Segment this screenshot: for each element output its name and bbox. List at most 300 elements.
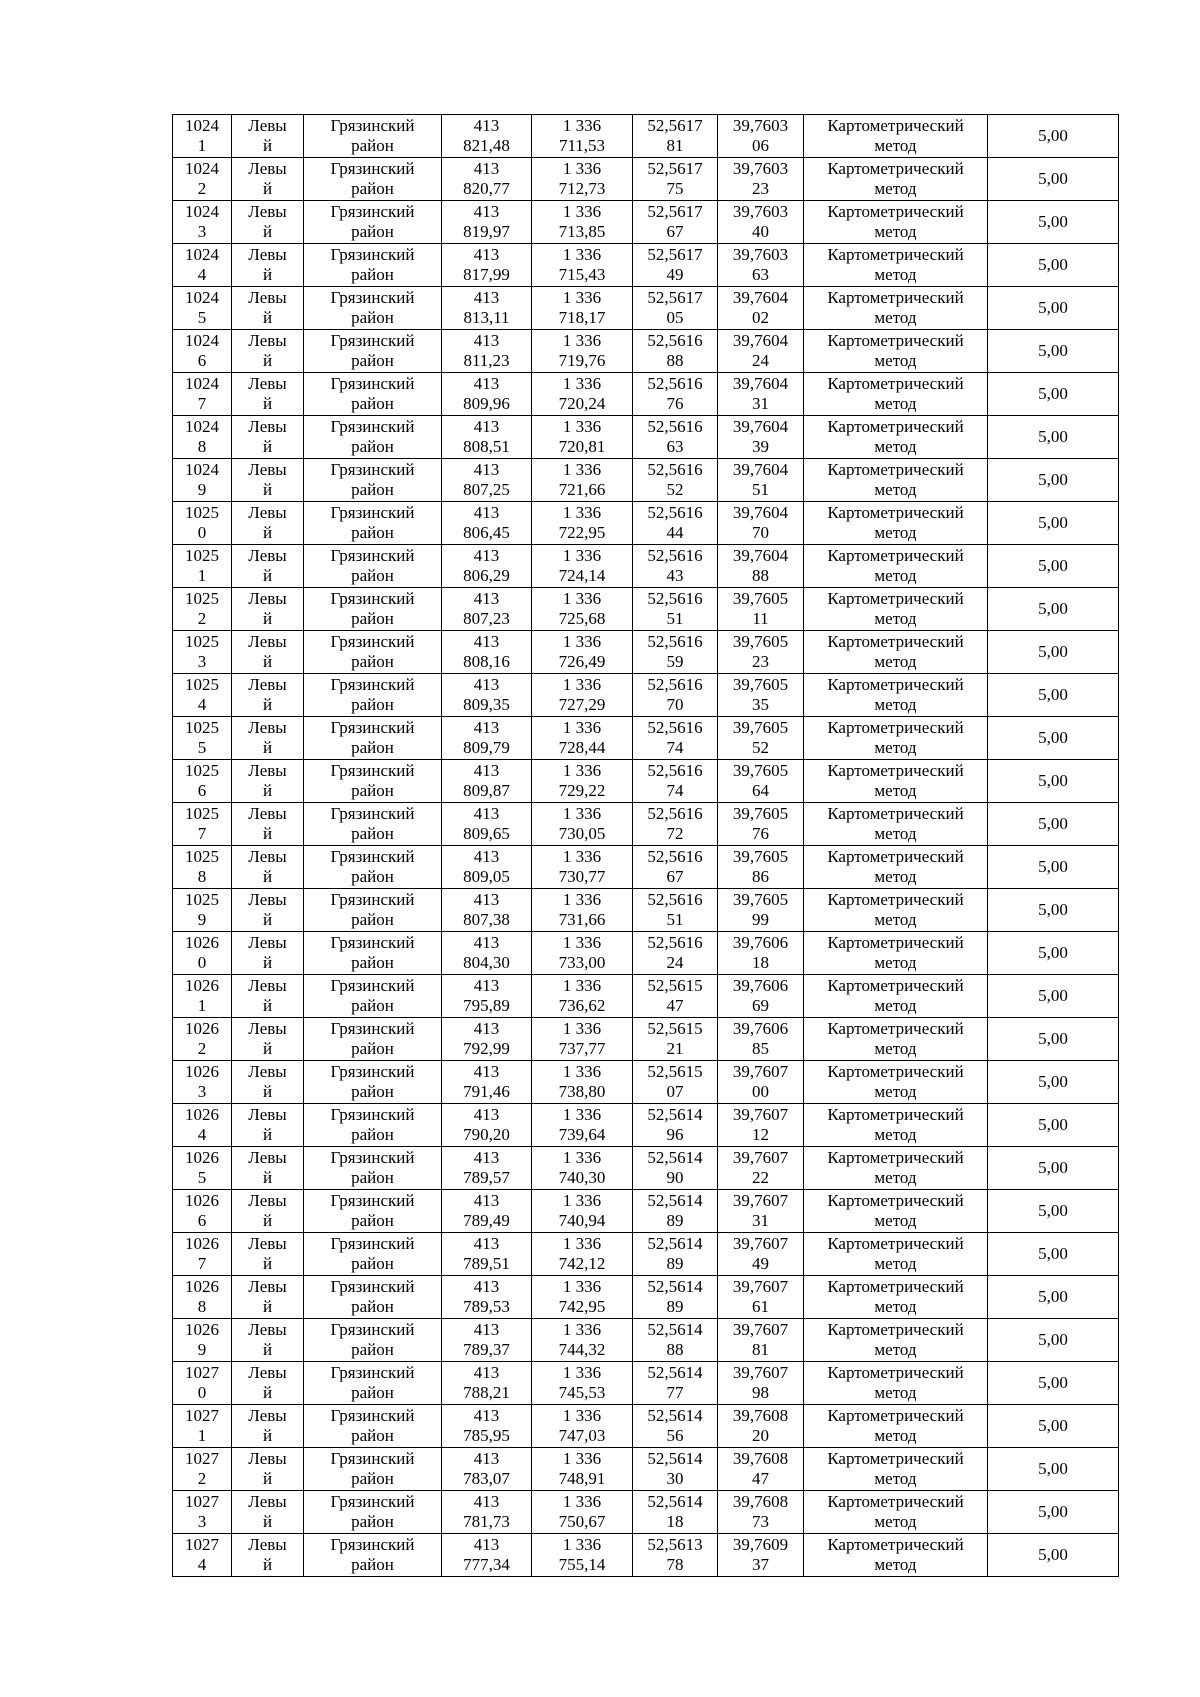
latitude-cell-line: 52,5616 [647,503,703,522]
x-coordinate-cell-line: 789,57 [463,1168,510,1187]
longitude-cell-line: 70 [752,523,769,542]
side-cell [232,158,304,201]
accuracy-cell: 5,00 [988,674,1119,717]
point-number-cell-line: 1027 [185,1535,219,1554]
accuracy-cell: 5,00 [988,545,1119,588]
district-cell-line: Грязинский [330,546,415,565]
x-coordinate-cell-line: 783,07 [463,1469,510,1488]
point-number-cell-line: 1026 [185,1062,219,1081]
longitude-cell-line: 61 [752,1297,769,1316]
point-number-cell [173,1147,232,1190]
point-number-cell [173,1319,232,1362]
latitude-cell [633,201,718,244]
accuracy-cell: 5,00 [988,889,1119,932]
longitude-cell-line: 39,7608 [732,1406,789,1425]
longitude-cell [718,1362,804,1405]
longitude-cell-line: 06 [752,136,769,155]
district-cell [304,1319,442,1362]
y-coordinate-cell-line: 1 336 [562,331,602,350]
method-cell-line: метод [874,738,917,757]
latitude-cell-line: 52,5617 [647,202,703,221]
point-number-cell [173,1448,232,1491]
point-number-cell-line: 1 [197,136,207,155]
district-cell-line: район [351,953,394,972]
point-number-cell-line: 5 [197,738,207,757]
accuracy-cell: 5,00 [988,287,1119,330]
table-row [173,416,1119,459]
x-coordinate-cell-line: 413 [473,546,500,565]
district-cell-line: район [351,1039,394,1058]
y-coordinate-cell-line: 740,94 [558,1211,606,1230]
latitude-cell-line: 52,5616 [647,331,703,350]
method-cell-line: Картометрический [827,804,964,823]
latitude-cell [633,803,718,846]
method-cell-line: метод [874,953,917,972]
longitude-cell-line: 35 [752,695,769,714]
district-cell-line: район [351,437,394,456]
accuracy-cell: 5,00 [988,631,1119,674]
accuracy-cell: 5,00 [988,1233,1119,1276]
method-cell [804,674,988,717]
accuracy-cell: 5,00 [988,201,1119,244]
x-coordinate-cell [442,244,532,287]
x-coordinate-cell-line: 413 [473,503,500,522]
longitude-cell [718,1448,804,1491]
district-cell-line: район [351,480,394,499]
table-row [173,115,1119,158]
x-coordinate-cell-line: 413 [473,675,500,694]
x-coordinate-cell-line: 413 [473,245,500,264]
point-number-cell [173,1233,232,1276]
point-number-cell-line: 1024 [185,417,219,436]
district-cell [304,846,442,889]
method-cell-line: Картометрический [827,417,964,436]
longitude-cell-line: 39,7607 [732,1191,789,1210]
table-row [173,846,1119,889]
latitude-cell [633,416,718,459]
district-cell-line: Грязинский [330,632,415,651]
side-cell-line: й [262,824,273,843]
district-cell-line: Грязинский [330,1062,415,1081]
side-cell [232,115,304,158]
x-coordinate-cell-line: 413 [473,1105,500,1124]
side-cell [232,1534,304,1577]
longitude-cell-line: 31 [752,1211,769,1230]
district-cell [304,717,442,760]
point-number-cell-line: 8 [197,1297,207,1316]
side-cell-line: Левы [248,1535,287,1554]
longitude-cell-line: 39 [752,437,769,456]
point-number-cell [173,717,232,760]
x-coordinate-cell-line: 807,25 [463,480,510,499]
x-coordinate-cell-line: 792,99 [463,1039,510,1058]
y-coordinate-cell-line: 738,80 [558,1082,606,1101]
x-coordinate-cell-line: 809,96 [463,394,510,413]
point-number-cell-line: 1025 [185,761,219,780]
x-coordinate-cell [442,115,532,158]
longitude-cell-line: 39,7604 [732,417,789,436]
latitude-cell-line: 77 [666,1383,684,1402]
side-cell-line: Левы [248,632,287,651]
latitude-cell-line: 52,5615 [647,976,703,995]
side-cell-line: й [262,308,273,327]
side-cell-line: й [262,1211,273,1230]
y-coordinate-cell [532,1018,633,1061]
method-cell [804,158,988,201]
x-coordinate-cell-line: 808,51 [463,437,510,456]
longitude-cell-line: 02 [752,308,769,327]
point-number-cell-line: 1025 [185,847,219,866]
x-coordinate-cell-line: 777,34 [463,1555,510,1574]
district-cell-line: Грязинский [330,1277,415,1296]
table-row [173,459,1119,502]
latitude-cell-line: 52,5614 [647,1492,703,1511]
point-number-cell-line: 1026 [185,1234,219,1253]
district-cell-line: район [351,1512,394,1531]
y-coordinate-cell [532,115,633,158]
y-coordinate-cell-line: 747,03 [558,1426,606,1445]
latitude-cell [633,373,718,416]
accuracy-cell: 5,00 [988,717,1119,760]
side-cell [232,1233,304,1276]
method-cell-line: метод [874,351,917,370]
accuracy-cell: 5,00 [988,115,1119,158]
point-number-cell-line: 1024 [185,460,219,479]
district-cell-line: Грязинский [330,1148,415,1167]
point-number-cell-line: 9 [197,910,207,929]
x-coordinate-cell-line: 789,49 [463,1211,510,1230]
latitude-cell [633,1190,718,1233]
x-coordinate-cell [442,1104,532,1147]
point-number-cell [173,889,232,932]
longitude-cell-line: 31 [752,394,769,413]
district-cell [304,1147,442,1190]
latitude-cell-line: 52,5614 [647,1105,703,1124]
accuracy-cell: 5,00 [988,373,1119,416]
side-cell [232,588,304,631]
side-cell-line: й [262,1512,273,1531]
method-cell-line: Картометрический [827,1277,964,1296]
longitude-cell-line: 63 [752,265,769,284]
x-coordinate-cell [442,932,532,975]
y-coordinate-cell-line: 720,81 [558,437,606,456]
x-coordinate-cell-line: 413 [473,417,500,436]
latitude-cell-line: 52,5616 [647,675,703,694]
latitude-cell-line: 52,5614 [647,1320,703,1339]
method-cell-line: Картометрический [827,1234,964,1253]
method-cell-line: метод [874,781,917,800]
method-cell [804,803,988,846]
y-coordinate-cell [532,201,633,244]
side-cell [232,1276,304,1319]
x-coordinate-cell-line: 413 [473,1277,500,1296]
point-number-cell-line: 1027 [185,1492,219,1511]
latitude-cell-line: 52,5614 [647,1234,703,1253]
latitude-cell-line: 51 [666,609,684,628]
latitude-cell-line: 76 [666,394,684,413]
table-row [173,1190,1119,1233]
side-cell-line: й [262,1426,273,1445]
point-number-cell-line: 2 [197,179,207,198]
district-cell-line: Грязинский [330,1234,415,1253]
x-coordinate-cell-line: 413 [473,331,500,350]
district-cell-line: Грязинский [330,1019,415,1038]
point-number-cell-line: 8 [197,437,207,456]
point-number-cell [173,674,232,717]
side-cell-line: Левы [248,417,287,436]
method-cell [804,975,988,1018]
longitude-cell-line: 39,7604 [732,460,789,479]
accuracy-cell: 5,00 [988,1190,1119,1233]
longitude-cell [718,201,804,244]
method-cell [804,1233,988,1276]
x-coordinate-cell [442,1061,532,1104]
side-cell [232,502,304,545]
x-coordinate-cell [442,459,532,502]
table-row [173,1104,1119,1147]
longitude-cell-line: 39,7607 [732,1234,789,1253]
point-number-cell-line: 4 [197,265,207,284]
point-number-cell-line: 1027 [185,1449,219,1468]
district-cell-line: Грязинский [330,1191,415,1210]
table-row [173,1448,1119,1491]
district-cell-line: Грязинский [330,1449,415,1468]
x-coordinate-cell-line: 413 [473,460,500,479]
method-cell-line: метод [874,308,917,327]
latitude-cell [633,158,718,201]
side-cell-line: й [262,265,273,284]
method-cell-line: Картометрический [827,847,964,866]
point-number-cell [173,373,232,416]
y-coordinate-cell [532,1147,633,1190]
side-cell-line: Левы [248,1148,287,1167]
point-number-cell [173,588,232,631]
point-number-cell-line: 3 [197,1512,207,1531]
longitude-cell [718,545,804,588]
longitude-cell-line: 39,7607 [732,1062,789,1081]
point-number-cell-line: 7 [197,394,207,413]
y-coordinate-cell-line: 1 336 [562,460,602,479]
longitude-cell-line: 39,7605 [732,890,789,909]
table-row [173,330,1119,373]
longitude-cell-line: 39,7606 [732,1019,789,1038]
x-coordinate-cell-line: 820,77 [463,179,510,198]
side-cell-line: й [262,652,273,671]
longitude-cell-line: 39,7603 [732,202,789,221]
point-number-cell [173,846,232,889]
method-cell [804,1276,988,1319]
accuracy-cell: 5,00 [988,416,1119,459]
latitude-cell [633,115,718,158]
side-cell-line: й [262,179,273,198]
x-coordinate-cell-line: 413 [473,976,500,995]
district-cell-line: Грязинский [330,245,415,264]
district-cell [304,115,442,158]
longitude-cell-line: 69 [752,996,769,1015]
district-cell-line: район [351,136,394,155]
method-cell-line: Картометрический [827,1062,964,1081]
district-cell-line: район [351,1383,394,1402]
latitude-cell-line: 78 [666,1555,684,1574]
y-coordinate-cell-line: 1 336 [562,159,602,178]
method-cell-line: Картометрический [827,1191,964,1210]
longitude-cell [718,502,804,545]
y-coordinate-cell-line: 719,76 [558,351,606,370]
point-number-cell-line: 2 [197,609,207,628]
point-number-cell [173,1491,232,1534]
method-cell [804,846,988,889]
district-cell [304,803,442,846]
method-cell-line: метод [874,136,917,155]
method-cell [804,1405,988,1448]
district-cell-line: Грязинский [330,159,415,178]
y-coordinate-cell [532,1405,633,1448]
longitude-cell-line: 40 [752,222,769,241]
y-coordinate-cell-line: 750,67 [558,1512,606,1531]
longitude-cell-line: 49 [752,1254,769,1273]
point-number-cell-line: 1024 [185,331,219,350]
latitude-cell-line: 52,5614 [647,1191,703,1210]
side-cell-line: Левы [248,1062,287,1081]
x-coordinate-cell-line: 809,35 [463,695,510,714]
longitude-cell [718,760,804,803]
accuracy-cell: 5,00 [988,1534,1119,1577]
longitude-cell [718,1319,804,1362]
x-coordinate-cell-line: 789,37 [463,1340,510,1359]
x-coordinate-cell-line: 809,65 [463,824,510,843]
longitude-cell [718,588,804,631]
side-cell-line: й [262,953,273,972]
district-cell-line: Грязинский [330,976,415,995]
latitude-cell [633,588,718,631]
longitude-cell-line: 73 [752,1512,769,1531]
side-cell [232,201,304,244]
method-cell-line: Картометрический [827,116,964,135]
y-coordinate-cell-line: 711,53 [558,136,606,155]
method-cell [804,502,988,545]
latitude-cell-line: 52 [666,480,684,499]
side-cell-line: й [262,1555,273,1574]
x-coordinate-cell [442,545,532,588]
district-cell-line: район [351,738,394,757]
district-cell-line: Грязинский [330,116,415,135]
method-cell-line: Картометрический [827,374,964,393]
longitude-cell-line: 39,7604 [732,546,789,565]
district-cell-line: Грязинский [330,589,415,608]
district-cell [304,158,442,201]
x-coordinate-cell [442,760,532,803]
method-cell-line: метод [874,1383,917,1402]
x-coordinate-cell-line: 811,23 [463,351,510,370]
side-cell-line: Левы [248,1406,287,1425]
latitude-cell-line: 63 [666,437,684,456]
point-number-cell [173,158,232,201]
longitude-cell-line: 37 [752,1555,769,1574]
latitude-cell-line: 56 [666,1426,684,1445]
point-number-cell-line: 8 [197,867,207,886]
district-cell [304,545,442,588]
longitude-cell [718,803,804,846]
x-coordinate-cell-line: 413 [473,761,500,780]
method-cell [804,889,988,932]
y-coordinate-cell-line: 744,32 [558,1340,606,1359]
side-cell-line: й [262,1383,273,1402]
side-cell-line: Левы [248,116,287,135]
x-coordinate-cell-line: 413 [473,374,500,393]
latitude-cell-line: 52,5616 [647,460,703,479]
district-cell-line: район [351,1426,394,1445]
longitude-cell [718,1190,804,1233]
district-cell-line: Грязинский [330,1535,415,1554]
y-coordinate-cell-line: 728,44 [558,738,606,757]
point-number-cell-line: 1026 [185,1277,219,1296]
side-cell-line: й [262,1082,273,1101]
method-cell-line: Картометрический [827,288,964,307]
latitude-cell [633,287,718,330]
x-coordinate-cell-line: 413 [473,1148,500,1167]
x-coordinate-cell [442,1018,532,1061]
method-cell-line: Картометрический [827,761,964,780]
side-cell-line: Левы [248,202,287,221]
method-cell-line: Картометрический [827,976,964,995]
district-cell [304,1276,442,1319]
district-cell [304,760,442,803]
longitude-cell [718,158,804,201]
x-coordinate-cell-line: 413 [473,1234,500,1253]
point-number-cell [173,1534,232,1577]
x-coordinate-cell-line: 809,79 [463,738,510,757]
y-coordinate-cell-line: 724,14 [558,566,606,585]
y-coordinate-cell [532,1233,633,1276]
longitude-cell-line: 39,7608 [732,1449,789,1468]
accuracy-cell: 5,00 [988,1319,1119,1362]
longitude-cell [718,287,804,330]
point-number-cell [173,1405,232,1448]
accuracy-cell: 5,00 [988,502,1119,545]
latitude-cell-line: 52,5617 [647,116,703,135]
district-cell-line: район [351,867,394,886]
point-number-cell-line: 1026 [185,1105,219,1124]
point-number-cell-line: 7 [197,1254,207,1273]
method-cell-line: Картометрический [827,159,964,178]
method-cell-line: Картометрический [827,1449,964,1468]
x-coordinate-cell [442,803,532,846]
point-number-cell-line: 1025 [185,589,219,608]
y-coordinate-cell [532,502,633,545]
method-cell-line: метод [874,1340,917,1359]
longitude-cell [718,330,804,373]
side-cell-line: й [262,1168,273,1187]
latitude-cell-line: 52,5616 [647,546,703,565]
latitude-cell-line: 59 [666,652,684,671]
table-row [173,1061,1119,1104]
latitude-cell-line: 52,5616 [647,632,703,651]
longitude-cell-line: 39,7605 [732,847,789,866]
method-cell-line: Картометрический [827,1320,964,1339]
y-coordinate-cell-line: 1 336 [562,675,602,694]
point-number-cell [173,1018,232,1061]
side-cell-line: Левы [248,1105,287,1124]
latitude-cell-line: 52,5617 [647,245,703,264]
district-cell-line: район [351,1340,394,1359]
x-coordinate-cell-line: 821,48 [463,136,510,155]
longitude-cell-line: 23 [752,179,769,198]
district-cell [304,1448,442,1491]
district-cell-line: район [351,781,394,800]
longitude-cell [718,1104,804,1147]
point-number-cell-line: 5 [197,1168,207,1187]
latitude-cell [633,975,718,1018]
